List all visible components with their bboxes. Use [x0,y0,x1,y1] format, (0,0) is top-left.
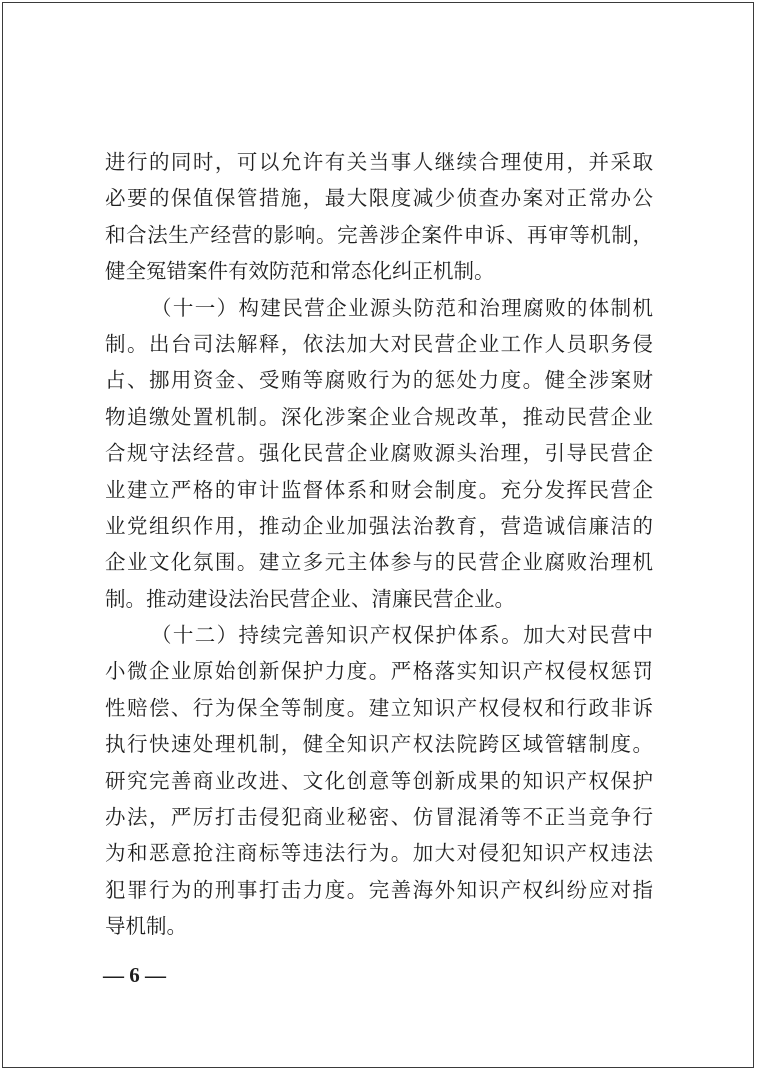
text-line: 业建立严格的审计监督体系和财会制度。充分发挥民营企 [105,477,653,502]
text-line: 为和恶意抢注商标等违法行为。加大对侵犯知识产权违法 [105,841,653,866]
text-line: 和合法生产经营的影响。完善涉企案件申诉、再审等机制， [105,222,653,247]
text-line: 企业文化氛围。建立多元主体参与的民营企业腐败治理机 [105,550,653,575]
section-heading-line: （十一）构建民营企业源头防范和治理腐败的体制机 [151,295,653,320]
text-line: 合规守法经营。强化民营企业腐败源头治理，引导民营企 [105,441,653,466]
text-line: 研究完善商业改进、文化创意等创新成果的知识产权保护 [105,768,653,793]
document-page [2,2,754,1068]
text-line: 小微企业原始创新保护力度。严格落实知识产权侵权惩罚 [105,659,653,684]
text-line: 业党组织作用，推动企业加强法治教育，营造诚信廉洁的 [105,513,653,538]
text-line: 性赔偿、行为保全等制度。建立知识产权侵权和行政非诉 [105,695,653,720]
text-line: 执行快速处理机制，健全知识产权法院跨区域管辖制度。 [105,732,653,757]
page-number: — 6 — [103,963,166,987]
text-line: 办法，严厉打击侵犯商业秘密、仿冒混淆等不正当竞争行 [105,805,653,830]
text-line: 必要的保值保管措施，最大限度减少侦查办案对正常办公 [105,186,653,211]
body-text [105,144,653,945]
text-line: 进行的同时，可以允许有关当事人继续合理使用，并采取 [105,150,653,174]
text-line: 制。出台司法解释，依法加大对民营企业工作人员职务侵 [105,331,653,356]
text-line: 健全冤错案件有效防范和常态化纠正机制。 [105,259,495,284]
text-line: 物追缴处置机制。深化涉案企业合规改革，推动民营企业 [105,404,653,429]
text-line: 导机制。 [105,914,187,939]
text-line: 制。推动建设法治民营企业、清廉民营企业。 [105,586,515,611]
text-line: 犯罪行为的刑事打击力度。完善海外知识产权纠纷应对指 [105,877,653,902]
section-heading-line: （十二）持续完善知识产权保护体系。加大对民营中 [151,623,653,648]
text-line: 占、挪用资金、受贿等腐败行为的惩处力度。健全涉案财 [105,368,653,393]
